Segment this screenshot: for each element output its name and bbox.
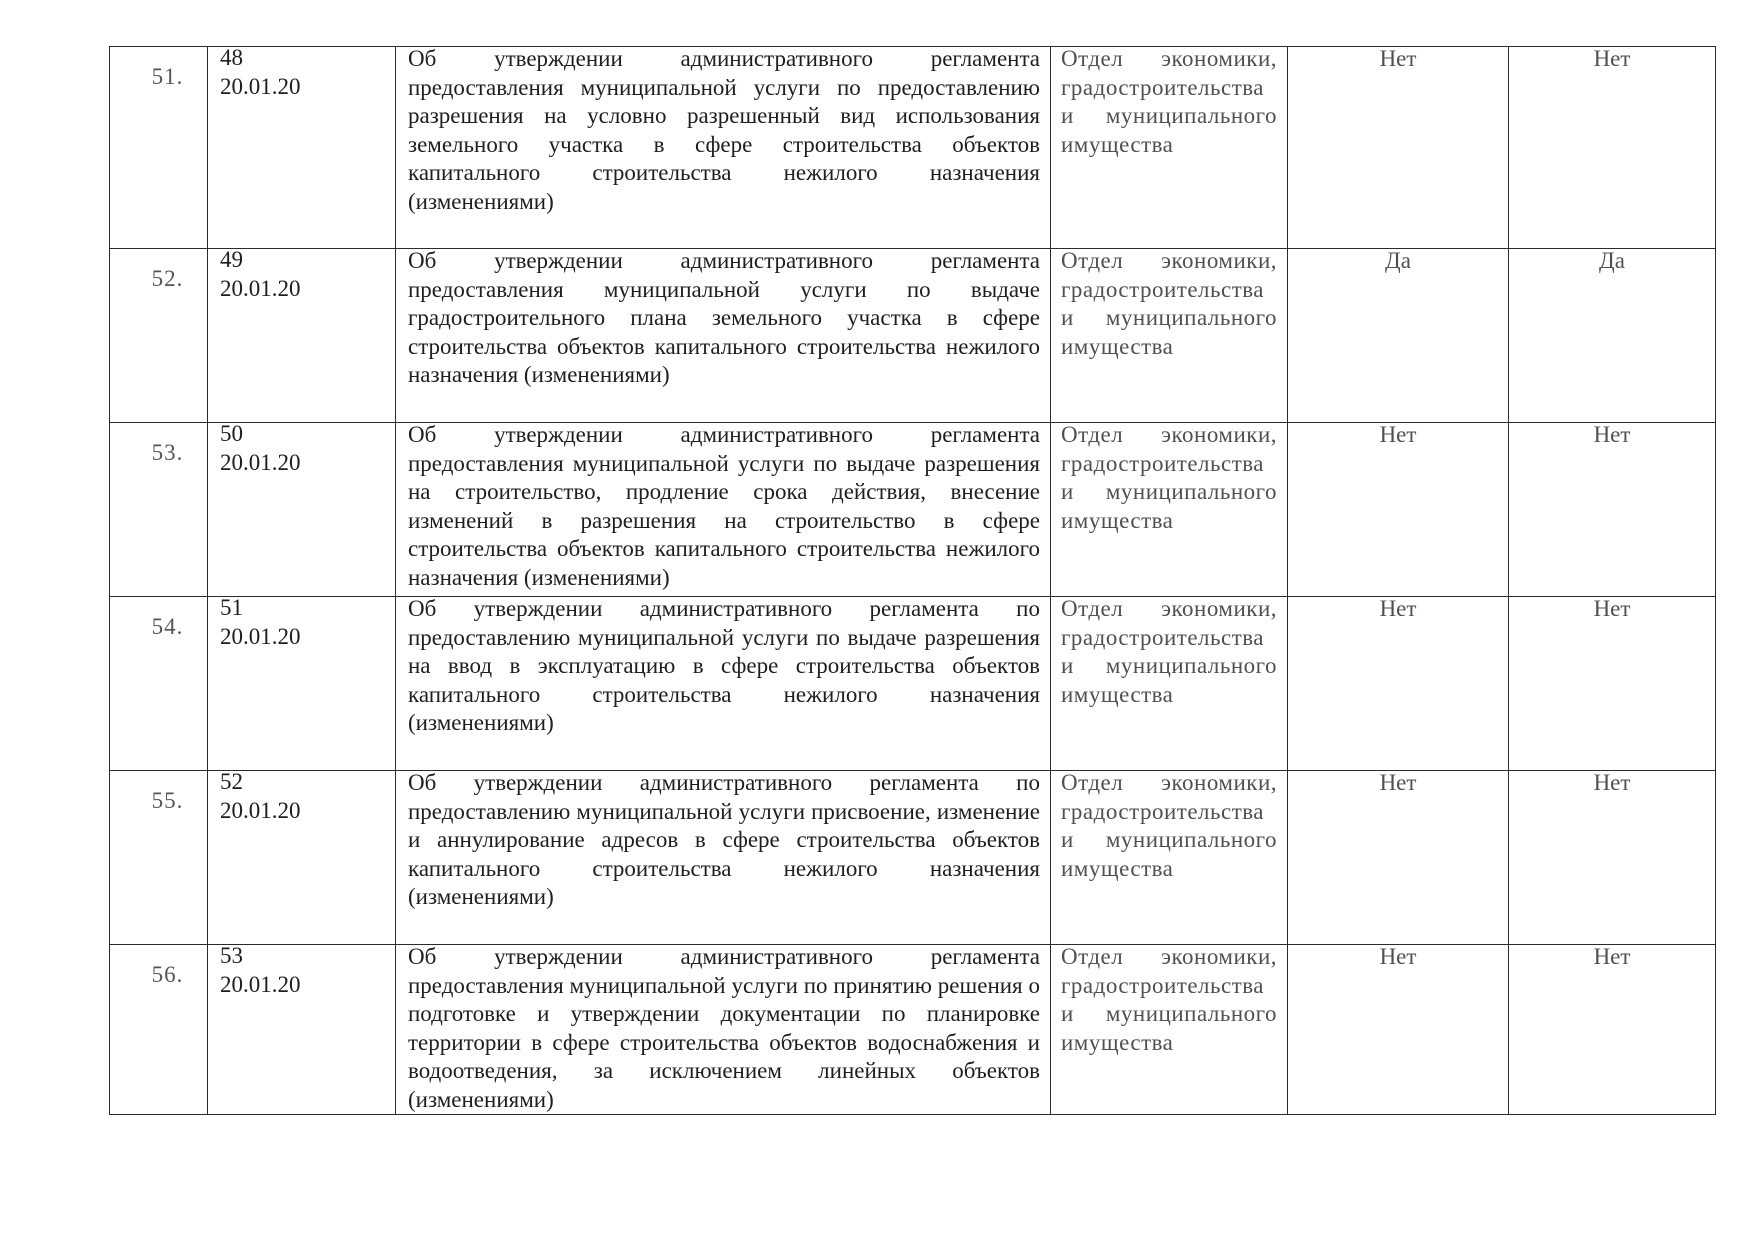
document-title: Об утверждении административного регламента предоставления муниципальной услуги по выдаче градостроительного плана земельного участка в сфере строительства объектов капитального строительства нежилого назначения (изменениями) — [408, 248, 1040, 387]
column-6-value: Нет — [1593, 596, 1631, 621]
column-5-cell — [1288, 945, 1509, 1115]
document-number: 48 — [220, 45, 243, 70]
column-6-cell — [1509, 423, 1716, 597]
document-title-cell — [396, 249, 1051, 423]
row-index-cell — [110, 597, 208, 771]
document-ref-cell — [208, 597, 396, 771]
document-title-cell — [396, 771, 1051, 945]
column-6-cell — [1509, 771, 1716, 945]
row-index: 51. — [151, 64, 184, 89]
document-number: 50 — [220, 421, 243, 446]
document-title-cell — [396, 945, 1051, 1115]
row-index-cell — [110, 47, 208, 249]
document-number: 51 — [220, 595, 243, 620]
document-title: Об утверждении административного регламента по предоставлению муниципальной услуги присвоение, изменение и аннулирование адресов в сфере строительства объектов капитального строительства нежилого назначения (изменениями) — [408, 770, 1040, 909]
document-number: 53 — [220, 943, 243, 968]
table-row — [110, 47, 1716, 249]
department: Отдел экономики, градостроительства и муниципального имущества — [1061, 46, 1277, 157]
document-date: 20.01.20 — [220, 275, 301, 301]
column-5-value: Нет — [1379, 46, 1417, 71]
document-title: Об утверждении административного регламента по предоставлению муниципальной услуги по выдаче разрешения на ввод в эксплуатацию в сфере строительства объектов капитального строительства нежилого назначения (изменениями) — [408, 596, 1040, 735]
column-5-cell — [1288, 423, 1509, 597]
table-row — [110, 423, 1716, 597]
column-5-cell — [1288, 771, 1509, 945]
column-6-cell — [1509, 249, 1716, 423]
table-row — [110, 945, 1716, 1115]
document-number: 49 — [220, 247, 243, 272]
table-row — [110, 597, 1716, 771]
column-6-value: Да — [1599, 248, 1625, 273]
document-title: Об утверждении административного регламента предоставления муниципальной услуги по выдаче разрешения на строительство, продление срока действия, внесение изменений в разрешения на строительство в сфере строительства объектов капитального строительства нежилого назначения (изменениями) — [408, 422, 1040, 590]
document-page — [109, 46, 1715, 1115]
registry-table — [109, 46, 1716, 1115]
document-title-cell — [396, 47, 1051, 249]
column-6-cell — [1509, 47, 1716, 249]
column-5-cell — [1288, 47, 1509, 249]
document-date: 20.01.20 — [220, 449, 301, 475]
document-ref-cell — [208, 771, 396, 945]
document-ref-cell — [208, 945, 396, 1115]
row-index: 54. — [151, 614, 184, 639]
row-index-cell — [110, 771, 208, 945]
row-index-cell — [110, 423, 208, 597]
department-cell — [1051, 771, 1288, 945]
document-number: 52 — [220, 769, 243, 794]
department: Отдел экономики, градостроительства и муниципального имущества — [1061, 248, 1277, 359]
document-ref-cell — [208, 47, 396, 249]
document-date: 20.01.20 — [220, 797, 301, 823]
column-6-cell — [1509, 597, 1716, 771]
column-6-cell — [1509, 945, 1716, 1115]
table-row — [110, 771, 1716, 945]
row-index-cell — [110, 249, 208, 423]
row-index: 56. — [151, 962, 184, 987]
department-cell — [1051, 249, 1288, 423]
row-index: 52. — [151, 266, 184, 291]
document-title: Об утверждении административного регламента предоставления муниципальной услуги по предоставлению разрешения на условно разрешенный вид использования земельного участка в сфере строительства объектов капитального строительства нежилого назначения (изменениями) — [408, 46, 1040, 214]
document-ref-cell — [208, 249, 396, 423]
column-5-cell — [1288, 597, 1509, 771]
row-index: 53. — [151, 440, 184, 465]
column-6-value: Нет — [1593, 944, 1631, 969]
column-6-value: Нет — [1593, 46, 1631, 71]
document-ref-cell — [208, 423, 396, 597]
column-5-value: Нет — [1379, 770, 1417, 795]
department-cell — [1051, 945, 1288, 1115]
department: Отдел экономики, градостроительства и муниципального имущества — [1061, 944, 1277, 1055]
document-date: 20.01.20 — [220, 73, 301, 99]
column-5-cell — [1288, 249, 1509, 423]
document-title-cell — [396, 597, 1051, 771]
row-index-cell — [110, 945, 208, 1115]
row-index: 55. — [151, 788, 184, 813]
column-5-value: Нет — [1379, 422, 1417, 447]
column-6-value: Нет — [1593, 770, 1631, 795]
document-title: Об утверждении административного регламента предоставления муниципальной услуги по принятию решения о подготовке и утверждении документации по планировке территории в сфере строительства объектов водоснабжения и водоотведения, за исключением линейных объектов (изменениями) — [408, 944, 1040, 1112]
document-title-cell — [396, 423, 1051, 597]
column-5-value: Да — [1385, 248, 1411, 273]
department-cell — [1051, 423, 1288, 597]
column-5-value: Нет — [1379, 944, 1417, 969]
department: Отдел экономики, градостроительства и муниципального имущества — [1061, 770, 1277, 881]
department-cell — [1051, 597, 1288, 771]
document-date: 20.01.20 — [220, 971, 301, 997]
column-5-value: Нет — [1379, 596, 1417, 621]
column-6-value: Нет — [1593, 422, 1631, 447]
table-row — [110, 249, 1716, 423]
document-date: 20.01.20 — [220, 623, 301, 649]
department-cell — [1051, 47, 1288, 249]
department: Отдел экономики, градостроительства и муниципального имущества — [1061, 422, 1277, 533]
department: Отдел экономики, градостроительства и муниципального имущества — [1061, 596, 1277, 707]
